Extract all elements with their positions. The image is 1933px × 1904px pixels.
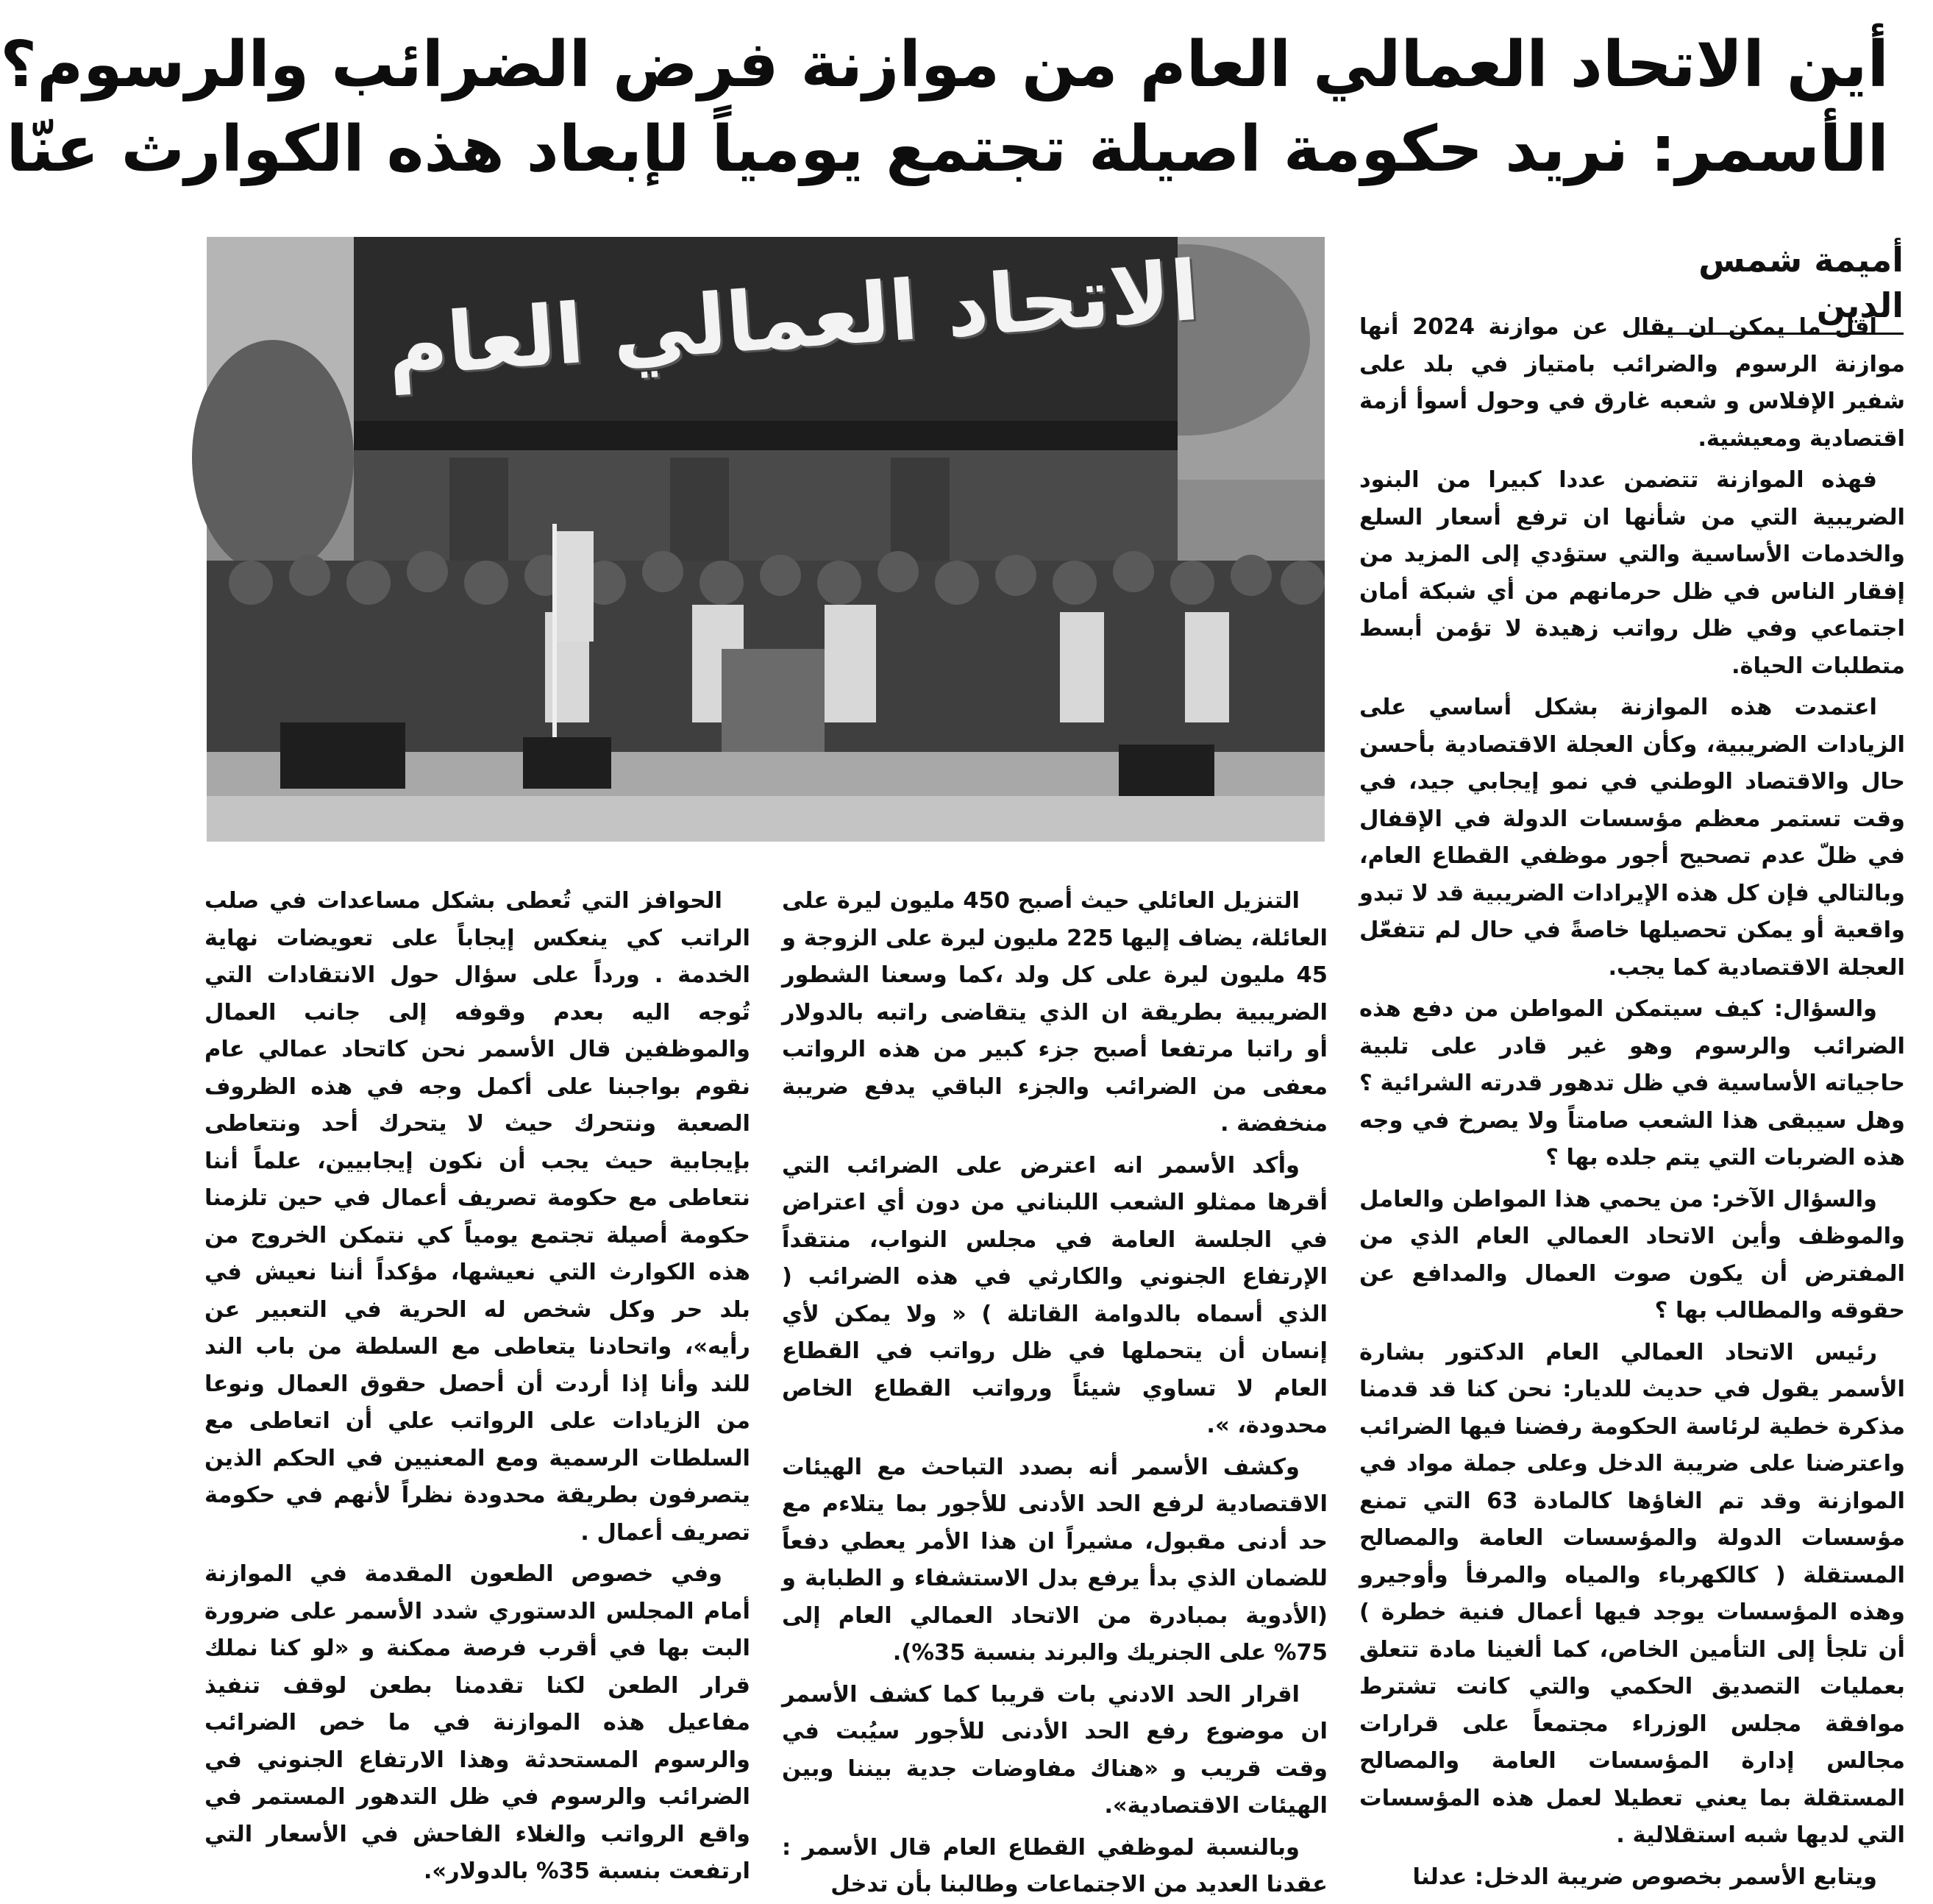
building-sign-text: الاتحاد العمالي العام xyxy=(383,243,1203,396)
author-byline: أميمة شمس الدين xyxy=(1639,237,1904,335)
paragraph: فهذه الموازنة تتضمن عددا كبيرا من البنود الضريبية التي من شأنها ان ترفع أسعار السلع والخدمات الأساسية والتي ستؤدي إلى المزيد من إفقار الناس في ظل حرمانهم من أي شبكة أمان اجتماعي وفي ظل رواتب زهيدة لا تؤمن أبسط متطلبات الحياة. xyxy=(1359,467,1905,679)
paragraph: أقل ما يمكن ان يقال عن موازنة 2024 أنها موازنة الرسوم والضرائب بامتياز في بلد على شفير الإفلاس و شعبه غارق في وحول أسوأ أزمة اقتصادية ومعيشية. xyxy=(1359,314,1905,452)
paragraph: وأكد الأسمر انه اعترض على الضرائب التي أقرها ممثلو الشعب اللبناني من دون أي اعتراض في الجلسة العامة في مجلس النواب، منتقداً الإرتفاع الجنوني والكارثي في هذه الضرائب ( الذي أسماه بالدوامة القاتلة ) « ولا يمكن لأي إنسان أن يتحملها في ظل رواتب في القطاع العام لا تساوي شيئاً ورواتب القطاع الخاص محدودة، ». xyxy=(782,1152,1328,1438)
paragraph: وبالنسبة لموظفي القطاع العام قال الأسمر : عقدنا العديد من الاجتماعات وطالبنا بأن تدخل xyxy=(782,1834,1328,1897)
paragraph: وكشف الأسمر أنه بصدد التباحث مع الهيئات الاقتصادية لرفع الحد الأدنى للأجور بما يتلاءم مع حد أدنى مقبول، مشيراً ان هذا الأمر يعطي دفعاً للضمان الذي بدأ يرفع بدل الاستشفاء و الطبابة و (الأدوية بمبادرة من الاتحاد العمالي العام إلى 75% على الجنريك والبرند بنسبة 35%). xyxy=(782,1454,1328,1666)
paragraph: وفي خصوص الطعون المقدمة في الموازنة أمام المجلس الدستوري شدد الأسمر على ضرورة البت بها في أقرب فرصة ممكنة و «لو كنا نملك قرار الطعن لكنا تقدمنا بطعن لوقف تنفيذ مفاعيل هذه الموازنة في ما خص الضرائب والرسوم المستحدثة وهذا الارتفاع الجنوني في الضرائب والرسوم في ظل التدهور المستمر في واقع الرواتب والغلاء الفاحش في الأسعار التي ارتفعت بنسبة 35% بالدولار». xyxy=(204,1561,750,1884)
paragraph: التنزيل العائلي حيث أصبح 450 مليون ليرة على العائلة، يضاف إليها 225 مليون ليرة على الزوجة و 45 مليون ليرة على كل ولد ،كما وسعنا الشطور الضريبية بطريقة ان الذي يتقاضى راتبه بالدولار أو راتبا مرتفعا أصبح جزء كبير من هذه الرواتب معفى من الضرائب والجزء الباقي يدفع ضريبة منخفضة . xyxy=(782,888,1328,1137)
article-photo xyxy=(207,237,1325,842)
paragraph: والسؤال الآخر: من يحمي هذا المواطن والعامل والموظف وأين الاتحاد العمالي العام الذي من المفترض أن يكون صوت العمال والمدافع عن حقوقه والمطالب بها ؟ xyxy=(1359,1186,1905,1324)
paragraph: رئيس الاتحاد العمالي العام الدكتور بشارة الأسمر يقول في حديث للديار: نحن كنا قد قدمنا مذكرة خطية لرئاسة الحكومة رفضنا فيها الضرائب واعترضنا على ضريبة الدخل وعلى جملة مواد في الموازنة وقد تم الغاؤها كالمادة 63 التي تمنع مؤسسات الدولة والمؤسسات العامة والمصالح المستقلة ( كالكهرباء والمياه والمرفأ وأوجيرو وهذه المؤسسات يوجد فيها أعمال فنية خطرة ) أن تلجأ إلى التأمين الخاص، كما ألغينا مادة تتعلق بعمليات التصديق الحكمي والتي كانت تشترط موافقة مجلس الوزراء مجتمعاً على قرارات مجالس إدارة المؤسسات العامة والمصالح المستقلة بما يعني تعطيلا لعمل هذه المؤسسات التي لديها شبه استقلالية . xyxy=(1359,1339,1906,1848)
headline-line-1: أين الاتحاد العمالي العام من موازنة فرض الضرائب والرسوم؟ xyxy=(0,28,1889,102)
paragraph: الحوافز التي تُعطى بشكل مساعدات في صلب الراتب كي ينعكس إيجاباً على تعويضات نهاية الخدمة . ورداً على سؤال حول الانتقادات التي تُوجه اليه بعدم وقوفه إلى جانب العمال والموظفين قال الأسمر نحن كاتحاد عمالي عام نقوم بواجبنا على أكمل وجه في هذه الظروف الصعبة ونتحرك حيث لا يتحرك أحد ونتعاطى بإيجابية حيث يجب أن نكون إيجابيين، علماً أننا نتعاطى مع حكومة تصريف أعمال في حين تلزمنا حكومة أصيلة تجتمع يومياً كي نتمكن الخروج من هذه الكوارث التي نعيشها، مؤكداً أننا نعيش في بلد حر وكل شخص له الحرية في التعبير عن رأيه»، واتحادنا يتعاطى مع السلطة من باب الند للند وأنا إذا أردت أن أحصل حقوق العمال ونوعا من الزيادات على الرواتب علي أن اتعاطى مع السلطات الرسمية ومع المعنيين في الحكم الذين يتصرفون بطريقة محدودة نظراً لأنهم في حكومة تصريف أعمال . xyxy=(204,888,750,1546)
paragraph: اقرار الحد الادني بات قريبا كما كشف الأسمر ان موضوع رفع الحد الأدنى للأجور سيُبت في وقت قريب و «هناك مفاوضات جدية بيننا وبين الهيئات الاقتصادية». xyxy=(782,1681,1328,1819)
article-column-middle xyxy=(782,883,1328,1897)
paragraph: والسؤال: كيف سيتمكن المواطن من دفع هذه الضرائب والرسوم وهو غير قادر على تلبية حاجياته الأساسية في ظل تدهور قدرته الشرائية ؟ وهل سيبقى هذا الشعب صامتاً ولا يصرخ في وجه هذه الضربات التي يتم جلده بها ؟ xyxy=(1359,996,1905,1171)
article-column-left xyxy=(204,883,750,1884)
paragraph: ويتابع الأسمر بخصوص ضريبة الدخل: عدلنا xyxy=(1412,1864,1877,1890)
article-column-right xyxy=(1359,309,1906,1890)
paragraph: اعتمدت هذه الموازنة بشكل أساسي على الزيادات الضريبية، وكأن العجلة الاقتصادية بأحسن حال والاقتصاد الوطني في نمو إيجابي جيد، في وقت تستمر معظم مؤسسات الدولة في الإقفال في ظلّ عدم تصحيح أجور موظفي القطاع العام، وبالتالي فإن كل هذه الإيرادات الضريبية قد لا تبدو واقعية أو يمكن تحصيلها خاصةً في حال لم تتفعّل العجلة الاقتصادية كما يجب. xyxy=(1359,695,1905,981)
headline-line-2: الأسمر: نريد حكومة اصيلة تجتمع يومياً لإبعاد هذه الكوارث عنّا xyxy=(6,113,1889,186)
